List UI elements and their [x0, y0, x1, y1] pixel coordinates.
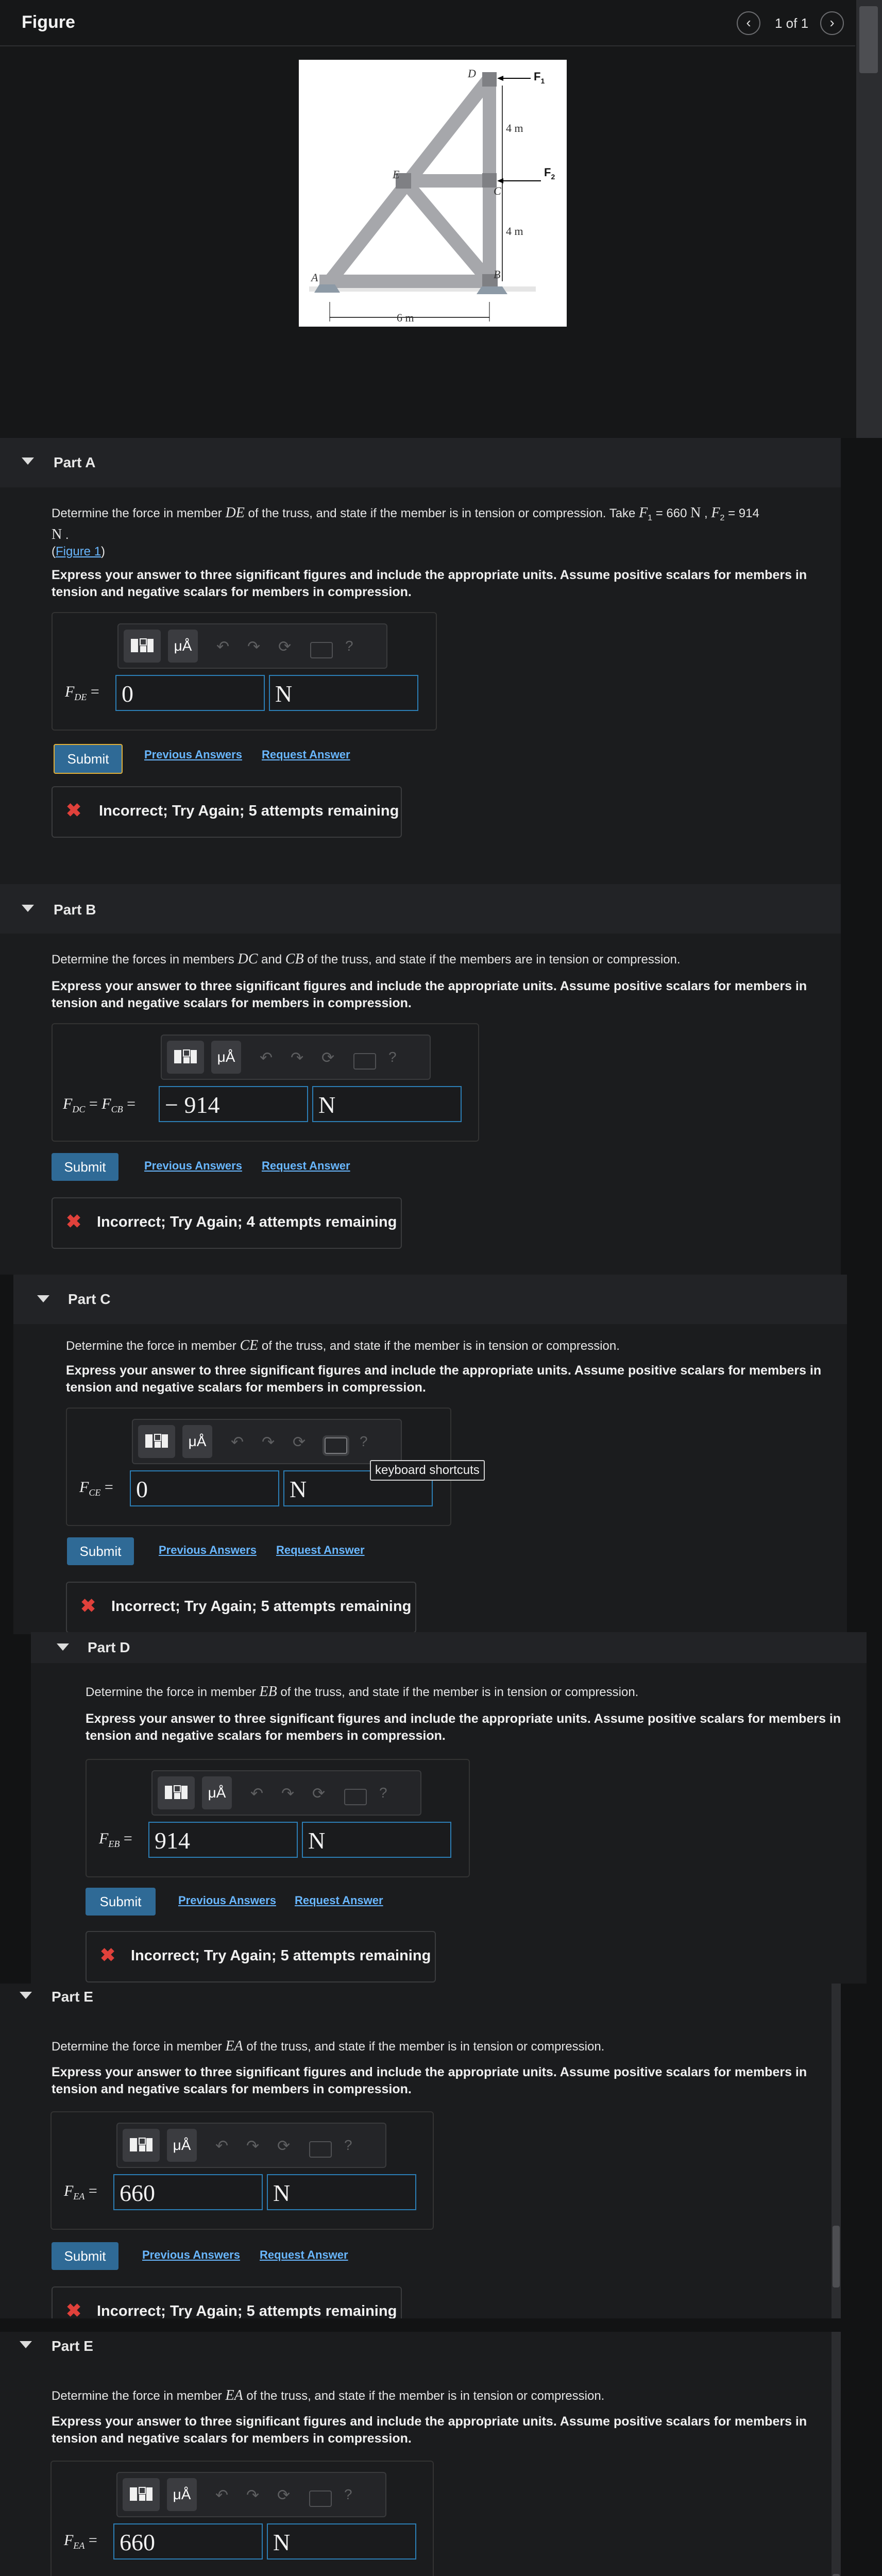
chevron-left-icon: ‹: [746, 14, 751, 30]
part-b-previous-answers-link[interactable]: Previous Answers: [144, 1159, 242, 1172]
units-button[interactable]: μÅ: [182, 1425, 212, 1458]
part-d-header[interactable]: [31, 1632, 867, 1663]
part-d: [31, 1632, 867, 1984]
part-a-title: Part A: [54, 454, 96, 470]
part-b-submit-button[interactable]: Submit: [52, 1153, 118, 1181]
part-e-repeat-scrollbar[interactable]: [832, 2332, 841, 2576]
next-figure-button[interactable]: [820, 11, 844, 35]
part-e-repeat-title: Part E: [52, 2338, 93, 2354]
part-c-question: Determine the force in member CE of the truss, and state if the member is in tension or compression.: [66, 1337, 620, 1353]
reset-icon[interactable]: ⟳: [277, 2138, 291, 2155]
label-C: C: [494, 184, 501, 197]
part-c-submit-button[interactable]: Submit: [67, 1537, 134, 1565]
templates-button[interactable]: [123, 2129, 160, 2162]
equation-toolbar: [116, 2472, 386, 2517]
part-a-request-answer-link[interactable]: Request Answer: [262, 748, 350, 761]
templates-button[interactable]: [123, 2478, 160, 2511]
part-e-repeat: [0, 2332, 841, 2576]
part-d-instructions: Express your answer to three significant figures and include the appropriate units. Assume positive scalars for members in tension and negative scalars for members in compression.: [86, 1711, 841, 1743]
part-b-label: $F_{DC} = F_{CB}$ =: [63, 1095, 136, 1114]
undo-icon[interactable]: ↶: [250, 1785, 264, 1802]
part-b-question: Determine the forces in members DC and CB of the truss, and state if the members are in tension or compression.: [52, 951, 681, 967]
help-icon[interactable]: ?: [344, 2137, 352, 2153]
units-button[interactable]: μÅ: [202, 1776, 232, 1809]
redo-icon[interactable]: ↷: [262, 1434, 275, 1451]
part-e-request-answer-link[interactable]: Request Answer: [260, 2248, 348, 2261]
part-d-request-answer-link[interactable]: Request Answer: [295, 1894, 383, 1907]
truss-figure: [299, 60, 567, 327]
part-b-request-answer-link[interactable]: Request Answer: [262, 1159, 350, 1172]
part-c-label: $F_{CE}$ =: [79, 1479, 113, 1498]
part-e-title: Part E: [52, 1989, 93, 2005]
undo-icon[interactable]: ↶: [216, 638, 230, 655]
equation-toolbar: [116, 2123, 386, 2168]
reset-icon[interactable]: ⟳: [278, 638, 292, 655]
templates-icon: [123, 2478, 160, 2511]
part-b-answer-box: [52, 1023, 479, 1142]
part-b: [0, 884, 841, 1275]
part-a-submit-button[interactable]: Submit: [54, 744, 123, 774]
help-icon[interactable]: ?: [344, 2486, 352, 2502]
part-a-label: $F_{DE}$ =: [65, 683, 99, 702]
figure-link[interactable]: Figure 1: [56, 544, 101, 558]
part-b-feedback-text: Incorrect; Try Again; 4 attempts remaining: [97, 1214, 397, 1230]
label-F2: $F_2$: [544, 166, 555, 181]
keyboard-icon[interactable]: [353, 1053, 376, 1070]
templates-icon: [167, 1041, 204, 1074]
part-e-header[interactable]: [0, 1984, 841, 2014]
redo-icon[interactable]: ↷: [246, 2138, 260, 2155]
part-e-repeat-header[interactable]: [0, 2332, 841, 2363]
part-d-unit-input[interactable]: N: [302, 1822, 451, 1858]
label-A: A: [311, 271, 318, 284]
part-e-repeat-question: Determine the force in member EA of the truss, and state if the member is in tension or compression.: [52, 2387, 605, 2403]
part-c-title: Part C: [68, 1291, 111, 1307]
units-button[interactable]: μÅ: [168, 630, 198, 663]
part-e-label: $F_{EA}$ =: [64, 2182, 97, 2201]
reset-icon[interactable]: ⟳: [293, 1434, 306, 1451]
part-d-title: Part D: [88, 1639, 130, 1655]
part-c-previous-answers-link[interactable]: Previous Answers: [159, 1544, 257, 1556]
part-b-title: Part B: [54, 902, 96, 918]
part-b-value-input[interactable]: − 914: [159, 1086, 308, 1122]
part-d-label: $F_{EB}$ =: [99, 1830, 132, 1849]
reset-icon[interactable]: ⟳: [277, 2487, 291, 2504]
keyboard-icon[interactable]: [310, 642, 333, 658]
redo-icon[interactable]: ↷: [281, 1785, 295, 1802]
part-e-feedback-text: Incorrect; Try Again; 5 attempts remaining: [97, 2303, 397, 2318]
part-d-submit-button[interactable]: Submit: [86, 1888, 156, 1916]
redo-icon[interactable]: ↷: [291, 1049, 304, 1066]
pagination-text: 1 of 1: [775, 15, 809, 31]
part-a-feedback: [52, 786, 402, 838]
templates-icon: [123, 2129, 160, 2162]
part-e-value-input[interactable]: 660: [113, 2174, 263, 2210]
part-e-submit-button[interactable]: Submit: [52, 2242, 118, 2270]
part-c-header[interactable]: [13, 1275, 847, 1324]
part-c-request-answer-link[interactable]: Request Answer: [276, 1544, 365, 1556]
part-d-answer-box: [86, 1759, 470, 1877]
part-c-instructions: Express your answer to three significant figures and include the appropriate units. Assume positive scalars for members in tension and negative scalars for members in compression.: [66, 1363, 822, 1395]
part-c-value-input[interactable]: 0: [130, 1470, 279, 1506]
part-d-feedback-text: Incorrect; Try Again; 5 attempts remaining: [131, 1947, 431, 1964]
part-a-instructions: Express your answer to three significant figures and include the appropriate units. Assume positive scalars for members in tension and negative scalars for members in compression.: [52, 568, 807, 599]
keyboard-shortcuts-tooltip: keyboard shortcuts: [370, 1460, 485, 1481]
part-a-previous-answers-link[interactable]: Previous Answers: [144, 748, 242, 761]
part-a-feedback-text: Incorrect; Try Again; 5 attempts remaining: [99, 803, 399, 819]
part-e-repeat-unit-input[interactable]: N: [267, 2523, 416, 2560]
part-c-feedback: [66, 1582, 416, 1633]
units-button[interactable]: μÅ: [167, 2478, 197, 2511]
chevron-right-icon: ›: [829, 14, 835, 30]
redo-icon[interactable]: ↷: [247, 638, 261, 655]
part-e-scrollbar-thumb[interactable]: [833, 2226, 840, 2287]
help-icon[interactable]: ?: [360, 1433, 368, 1449]
chevron-down-icon[interactable]: [22, 905, 34, 912]
templates-button[interactable]: [167, 1041, 204, 1074]
units-button[interactable]: μÅ: [211, 1041, 241, 1074]
part-e-repeat-instructions: Express your answer to three significant figures and include the appropriate units. Assume positive scalars for members in tension and negative scalars for members in compression.: [52, 2414, 807, 2446]
dim-width: 6 m: [397, 311, 414, 324]
part-e-repeat-scrollbar-thumb[interactable]: [833, 2574, 840, 2576]
keyboard-icon[interactable]: [309, 2490, 332, 2507]
help-icon[interactable]: ?: [388, 1049, 397, 1065]
part-e-previous-answers-link[interactable]: Previous Answers: [142, 2248, 240, 2261]
error-x-icon: ✖: [66, 2300, 82, 2318]
error-x-icon: ✖: [100, 1944, 116, 1965]
part-e-repeat-value-input[interactable]: 660: [113, 2523, 263, 2560]
templates-icon: [138, 1425, 175, 1458]
part-e-question: Determine the force in member EA of the truss, and state if the member is in tension or compression.: [52, 2038, 605, 2054]
part-b-header[interactable]: [0, 884, 841, 934]
undo-icon[interactable]: ↶: [215, 2487, 229, 2504]
part-e-feedback: [52, 2286, 402, 2318]
chevron-down-icon[interactable]: [37, 1295, 49, 1302]
chevron-down-icon[interactable]: [22, 457, 34, 465]
label-E: E: [393, 168, 400, 181]
error-x-icon: ✖: [80, 1595, 96, 1616]
templates-button[interactable]: [138, 1425, 175, 1458]
header-divider: [0, 45, 855, 46]
label-F1: $F_1$: [534, 70, 545, 85]
part-a-header[interactable]: [0, 438, 841, 487]
help-icon[interactable]: ?: [345, 638, 353, 654]
keyboard-icon[interactable]: [344, 1789, 367, 1805]
part-e-instructions: Express your answer to three significant figures and include the appropriate units. Assume positive scalars for members in tension and negative scalars for members in compression.: [52, 2065, 807, 2096]
part-a-value-input[interactable]: 0: [115, 675, 265, 711]
part-e-repeat-label: $F_{EA}$ =: [64, 2532, 97, 2551]
part-a: [0, 438, 841, 884]
part-a-answer-box: [52, 612, 437, 731]
chevron-down-icon[interactable]: [57, 1643, 69, 1651]
part-b-instructions: Express your answer to three significant figures and include the appropriate units. Assume positive scalars for members in tension and negative scalars for members in compression.: [52, 979, 807, 1010]
help-icon[interactable]: ?: [379, 1785, 387, 1801]
keyboard-icon[interactable]: [325, 1437, 347, 1454]
part-a-question: Determine the force in member DE of the truss, and state if the member is in tension or compression. Take $F_1 = 660$ N , $F_2 = 914$ N . (Figure 1): [52, 505, 759, 558]
figure-scrollbar-thumb[interactable]: [859, 6, 878, 73]
part-d-value-input[interactable]: 914: [148, 1822, 298, 1858]
part-e-unit-input[interactable]: N: [267, 2174, 416, 2210]
dim-bottom: 4 m: [506, 225, 523, 238]
label-B: B: [494, 268, 501, 281]
error-x-icon: ✖: [66, 1211, 82, 1232]
dim-top: 4 m: [506, 122, 523, 134]
undo-icon[interactable]: ↶: [260, 1049, 273, 1066]
templates-button[interactable]: [124, 630, 161, 663]
part-e-repeat-answer-box: [50, 2461, 434, 2576]
templates-button[interactable]: [158, 1776, 195, 1809]
part-c: [13, 1275, 847, 1634]
undo-icon[interactable]: ↶: [215, 2138, 229, 2155]
part-e: [0, 1984, 841, 2318]
part-c-feedback-text: Incorrect; Try Again; 5 attempts remaining: [111, 1598, 412, 1615]
part-b-feedback: [52, 1197, 402, 1249]
part-a-unit-input[interactable]: N: [269, 675, 418, 711]
equation-toolbar: [161, 1035, 431, 1080]
part-b-unit-input[interactable]: N: [312, 1086, 462, 1122]
equation-toolbar: [132, 1419, 402, 1464]
part-d-feedback: [86, 1931, 436, 1982]
keyboard-icon[interactable]: [309, 2141, 332, 2158]
prev-figure-button[interactable]: [737, 11, 760, 35]
part-e-answer-box: [50, 2111, 434, 2230]
part-d-question: Determine the force in member EB of the truss, and state if the member is in tension or compression.: [86, 1684, 639, 1700]
reset-icon[interactable]: ⟳: [312, 1785, 326, 1802]
figure-title: Figure: [22, 12, 75, 32]
equation-toolbar: [117, 623, 387, 669]
part-d-previous-answers-link[interactable]: Previous Answers: [178, 1894, 276, 1907]
figure-panel: [0, 0, 882, 438]
templates-icon: [124, 630, 161, 663]
units-button[interactable]: μÅ: [167, 2129, 197, 2162]
error-x-icon: ✖: [66, 800, 82, 821]
templates-icon: [158, 1776, 195, 1809]
redo-icon[interactable]: ↷: [246, 2487, 260, 2504]
undo-icon[interactable]: ↶: [231, 1434, 244, 1451]
chevron-down-icon[interactable]: [20, 1992, 32, 1999]
part-c-unit-input[interactable]: N: [283, 1470, 433, 1506]
equation-toolbar: [151, 1770, 421, 1816]
label-D: D: [468, 67, 476, 80]
chevron-down-icon[interactable]: [20, 2341, 32, 2348]
truss-diagram: [299, 60, 567, 327]
reset-icon[interactable]: ⟳: [321, 1049, 335, 1066]
